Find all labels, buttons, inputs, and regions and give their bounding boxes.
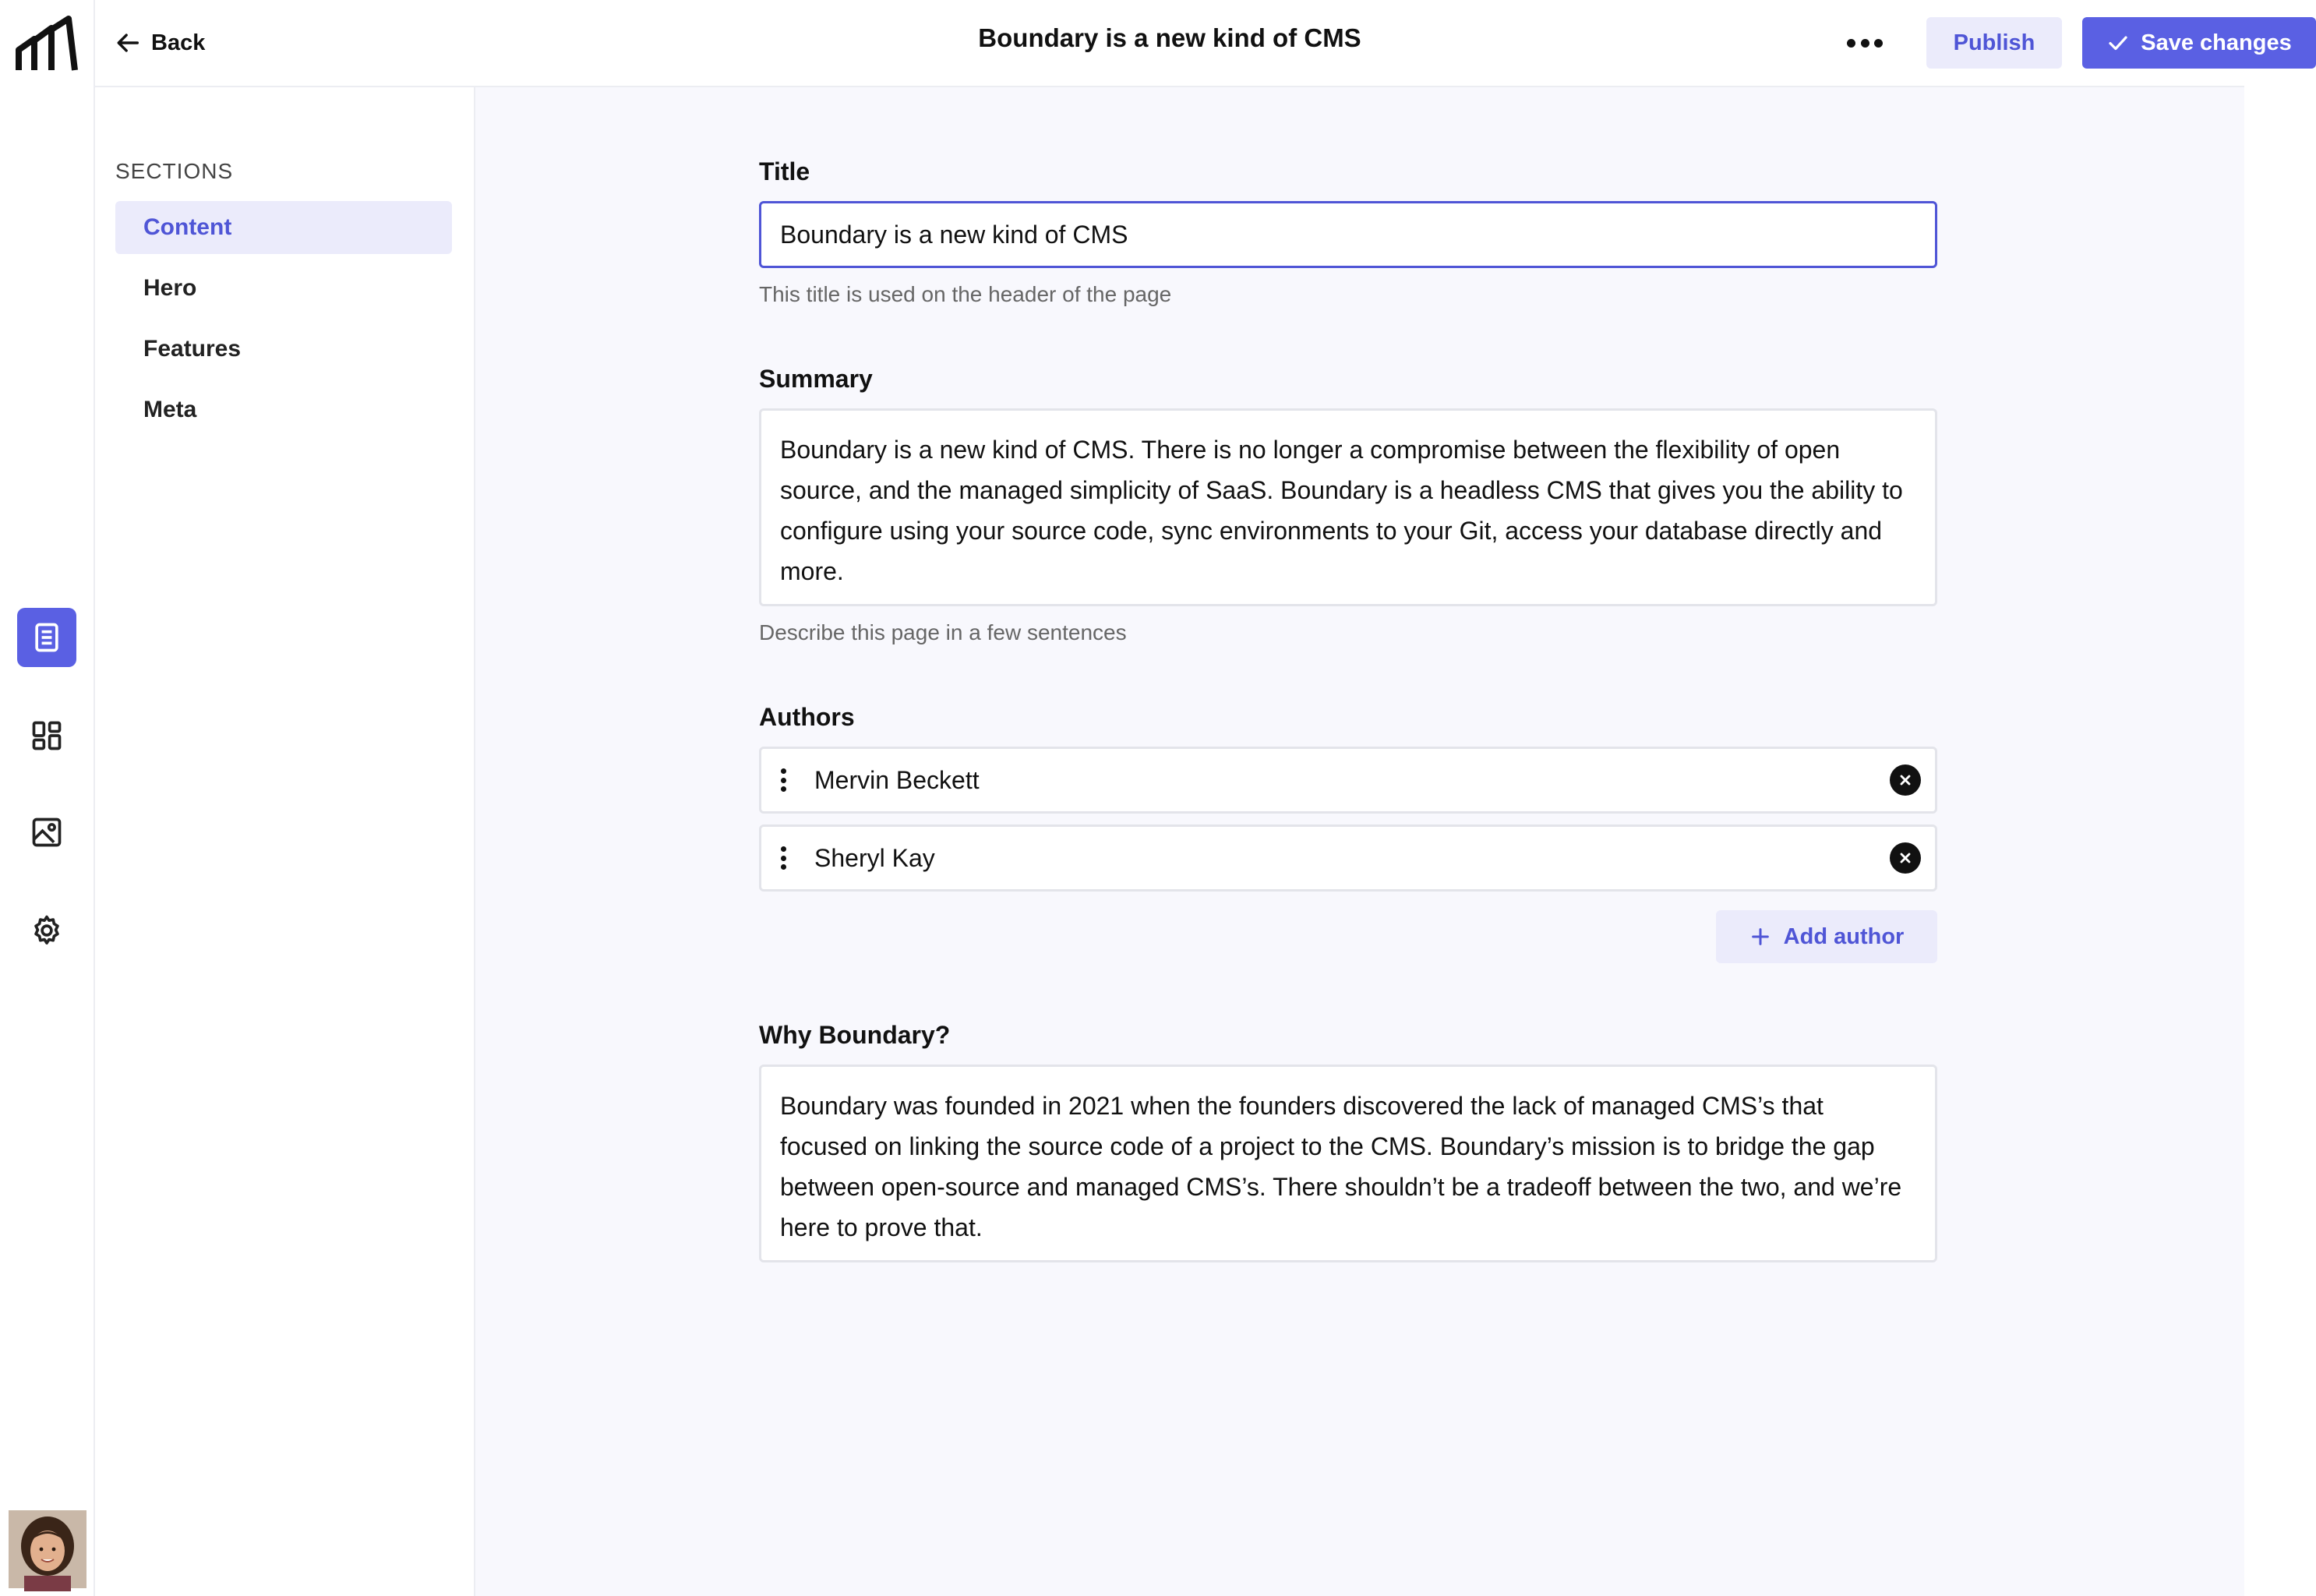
title-help-text: This title is used on the header of the page bbox=[759, 282, 1172, 306]
drag-handle-icon[interactable] bbox=[775, 768, 791, 792]
sections-heading: SECTIONS bbox=[115, 159, 234, 183]
add-author-label: Add author bbox=[1783, 923, 1905, 949]
grid-icon bbox=[30, 719, 64, 753]
rail-content-button[interactable] bbox=[17, 608, 76, 667]
page-title: Boundary is a new kind of CMS bbox=[978, 23, 1361, 52]
sections-sidebar bbox=[95, 87, 475, 1596]
authors-label: Authors bbox=[759, 703, 855, 731]
top-bar bbox=[95, 0, 2292, 87]
publish-button[interactable]: Publish bbox=[1926, 17, 2062, 69]
back-label: Back bbox=[151, 30, 206, 55]
rail-media-button[interactable] bbox=[17, 803, 76, 862]
gear-icon bbox=[30, 913, 64, 948]
rail-settings-button[interactable] bbox=[17, 901, 76, 960]
check-icon bbox=[2106, 31, 2130, 55]
summary-label: Summary bbox=[759, 365, 873, 393]
boundary-logo-icon[interactable] bbox=[14, 14, 79, 79]
avatar[interactable] bbox=[9, 1510, 86, 1588]
section-item-features[interactable]: Features bbox=[143, 336, 242, 362]
more-options-button[interactable] bbox=[1847, 31, 1883, 55]
plus-icon bbox=[1749, 926, 1771, 948]
document-icon bbox=[30, 620, 64, 655]
rail-components-button[interactable] bbox=[17, 706, 76, 765]
save-changes-label: Save changes bbox=[2141, 30, 2292, 55]
icon-rail bbox=[0, 0, 95, 1596]
author-name: Mervin Beckett bbox=[814, 765, 980, 794]
summary-help-text: Describe this page in a few sentences bbox=[759, 620, 1127, 644]
remove-author-icon[interactable] bbox=[1890, 764, 1921, 796]
image-icon bbox=[30, 815, 64, 849]
title-input[interactable]: Boundary is a new kind of CMS bbox=[759, 201, 1937, 268]
author-name: Sheryl Kay bbox=[814, 843, 935, 872]
save-changes-button[interactable] bbox=[2082, 17, 2316, 69]
drag-handle-icon[interactable] bbox=[775, 846, 791, 870]
why-boundary-label: Why Boundary? bbox=[759, 1021, 951, 1049]
user-avatar-icon bbox=[9, 1510, 86, 1588]
content-form bbox=[475, 87, 2244, 1596]
add-author-button[interactable] bbox=[1716, 910, 1937, 963]
more-horizontal-icon bbox=[1847, 39, 1855, 48]
summary-textarea[interactable]: Boundary is a new kind of CMS. There is no longer a compromise between the flexibility of open source, and the managed simplicity of SaaS. Boundary is a headless CMS that gives you the ability to configure using your source code, sync environments to your Git, access your database directly and more. bbox=[759, 408, 1937, 606]
section-item-hero[interactable]: Hero bbox=[143, 275, 197, 301]
why-boundary-textarea[interactable]: Boundary was founded in 2021 when the founders discovered the lack of managed CMS’s that focused on linking the source code of a project to the CMS. Boundary’s mission is to bridge the gap between open-source and managed CMS’s. There shouldn’t be a tradeoff between the two, and we’re here to prove that. bbox=[759, 1065, 1937, 1262]
remove-author-icon[interactable] bbox=[1890, 842, 1921, 874]
author-row[interactable] bbox=[759, 747, 1937, 814]
title-label: Title bbox=[759, 157, 810, 185]
author-row[interactable] bbox=[759, 824, 1937, 892]
section-item-content[interactable]: Content bbox=[115, 201, 452, 254]
section-item-meta[interactable]: Meta bbox=[143, 397, 197, 422]
